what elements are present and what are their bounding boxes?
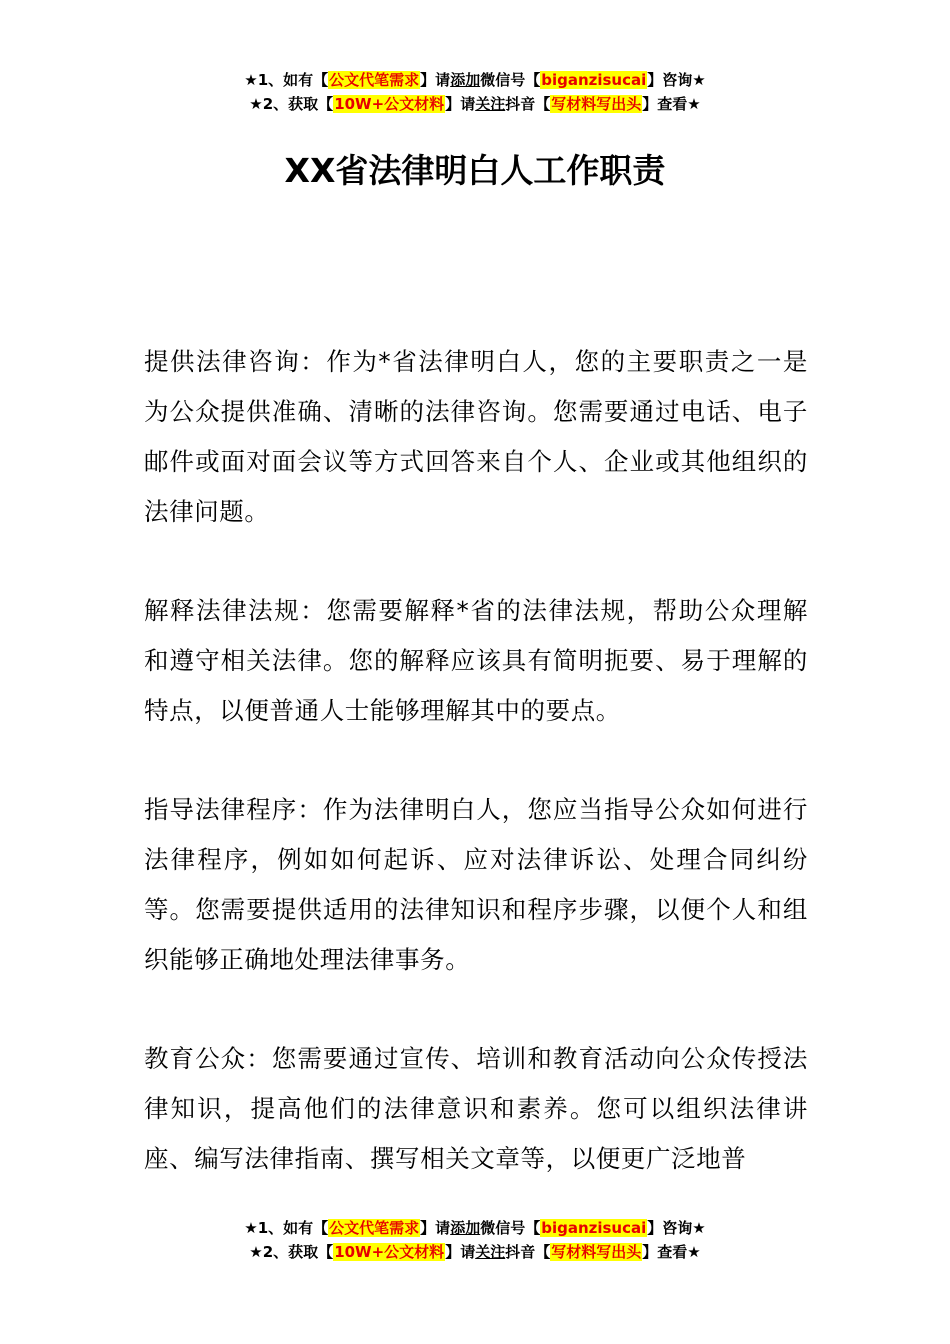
- banner-highlight-materials: 10W+公文材料: [334, 95, 445, 113]
- footer-banner: [0, 1216, 950, 1264]
- banner-highlight-wechat: biganzisucai: [541, 1219, 647, 1237]
- banner-text: 微信号【: [480, 71, 541, 89]
- banner-text: 微信号【: [480, 1219, 541, 1237]
- banner-text: ★2、获取【: [249, 1243, 334, 1261]
- paragraph-guide-procedures: 指导法律程序：作为法律明白人，您应当指导公众如何进行法律程序，例如如何起诉、应对法律诉讼、处理合同纠纷等。您需要提供适用的法律知识和程序步骤，以便个人和组织能够正确地处理法律事务。: [144, 795, 808, 974]
- banner-text: 】请: [445, 95, 476, 113]
- paragraph-educate-public: 教育公众：您需要通过宣传、培训和教育活动向公众传授法律知识，提高他们的法律意识和素养。您可以组织法律讲座、编写法律指南、撰写相关文章等，以便更广泛地普: [144, 1044, 808, 1173]
- banner-text: 】请: [445, 1243, 476, 1261]
- banner-text: ★1、如有【: [244, 71, 329, 89]
- document-title: XX省法律明白人工作职责: [284, 151, 666, 190]
- banner-highlight-douyin: 写材料写出头: [551, 95, 642, 113]
- banner-highlight-douyin: 写材料写出头: [551, 1243, 642, 1261]
- banner-line-1: [0, 1216, 950, 1240]
- banner-underline: 关注: [475, 1243, 506, 1261]
- banner-line-2: [0, 1240, 950, 1264]
- banner-text: 】咨询★: [647, 71, 706, 89]
- banner-highlight-wechat: biganzisucai: [541, 71, 647, 89]
- banner-text: 】查看★: [642, 95, 701, 113]
- banner-line-1: [0, 68, 950, 92]
- paragraph-legal-consultation: 提供法律咨询：作为*省法律明白人，您的主要职责之一是为公众提供准确、清晰的法律咨询。您需要通过电话、电子邮件或面对面会议等方式回答来自个人、企业或其他组织的法律问题。: [144, 347, 808, 526]
- banner-text: 抖音【: [505, 1243, 551, 1261]
- paragraph-explain-laws: 解释法律法规：您需要解释*省的法律法规，帮助公众理解和遵守相关法律。您的解释应该具有简明扼要、易于理解的特点，以便普通人士能够理解其中的要点。: [144, 596, 808, 725]
- header-banner: [0, 68, 950, 116]
- banner-highlight-materials: 10W+公文材料: [334, 1243, 445, 1261]
- banner-text: ★2、获取【: [249, 95, 334, 113]
- document-body: [144, 337, 808, 1233]
- banner-underline: 关注: [475, 95, 506, 113]
- banner-text: 抖音【: [505, 95, 551, 113]
- banner-text: ★1、如有【: [244, 1219, 329, 1237]
- banner-text: 】咨询★: [647, 1219, 706, 1237]
- banner-text: 】请: [420, 71, 451, 89]
- banner-underline: 添加: [450, 1219, 481, 1237]
- banner-text: 】查看★: [642, 1243, 701, 1261]
- banner-highlight-service: 公文代笔需求: [329, 71, 420, 89]
- banner-underline: 添加: [450, 71, 481, 89]
- banner-line-2: [0, 92, 950, 116]
- banner-text: 】请: [420, 1219, 451, 1237]
- banner-highlight-service: 公文代笔需求: [329, 1219, 420, 1237]
